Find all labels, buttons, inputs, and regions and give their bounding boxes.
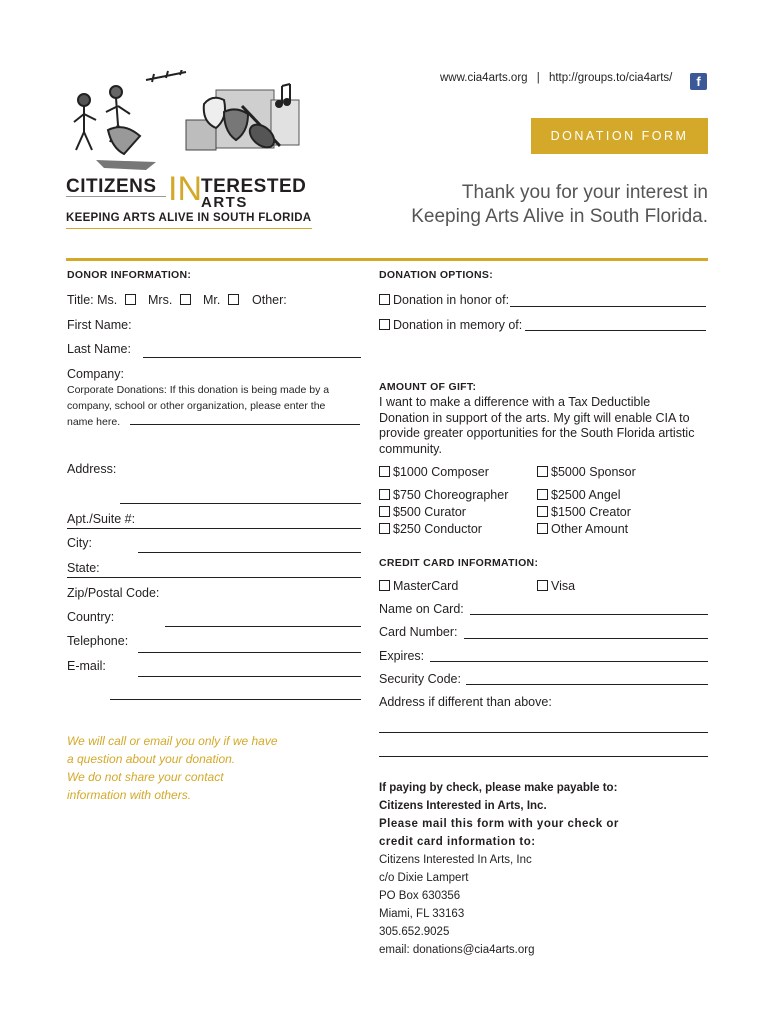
last-name-label: Last Name: — [67, 342, 131, 356]
logo-citizens: CITIZENS — [66, 176, 157, 197]
telephone-label: Telephone: — [67, 634, 129, 648]
website-link[interactable]: www.cia4arts.org — [440, 72, 528, 84]
facebook-glyph: f — [696, 74, 701, 89]
last-name-field[interactable] — [143, 357, 361, 358]
gift-checkbox-5000[interactable] — [537, 466, 548, 477]
gift-desc-4: community. — [379, 441, 442, 456]
title-row — [67, 293, 139, 307]
other-title-label: Other: — [252, 293, 287, 307]
state-field[interactable] — [67, 577, 361, 578]
gift-level-option[interactable] — [379, 505, 466, 519]
zip-label: Zip/Postal Code: — [67, 586, 160, 600]
privacy-line-4: information with others. — [67, 788, 192, 802]
country-field[interactable] — [165, 626, 361, 627]
gift-level-label: $1500 Creator — [551, 505, 631, 519]
gift-level-option[interactable] — [537, 505, 631, 519]
mail-phone: 305.652.9025 — [379, 926, 450, 938]
mr-row — [203, 293, 242, 307]
mail-address-1: Citizens Interested In Arts, Inc — [379, 854, 532, 866]
visa-checkbox[interactable] — [537, 580, 548, 591]
logo-terested: TERESTED — [201, 176, 307, 197]
gift-level-option[interactable] — [379, 488, 508, 502]
security-code-field[interactable] — [466, 684, 708, 685]
security-code-label: Security Code: — [379, 672, 461, 686]
gift-level-label: $500 Curator — [393, 505, 466, 519]
email-field-extra[interactable] — [110, 699, 361, 700]
gift-checkbox-other[interactable] — [537, 523, 548, 534]
address-diff-label: Address if different than above: — [379, 695, 552, 709]
thanks-line-2: Keeping Arts Alive in South Florida. — [411, 206, 708, 227]
credit-heading: CREDIT CARD INFORMATION: — [379, 557, 539, 569]
gift-desc-2: Donation in support of the arts. My gift will enable CIA to — [379, 410, 690, 425]
groups-link[interactable]: http://groups.to/cia4arts/ — [548, 72, 673, 84]
expires-label: Expires: — [379, 649, 425, 663]
privacy-line-2: a question about your donation. — [67, 752, 236, 766]
company-label: Company: — [67, 367, 124, 381]
gift-level-label: $2500 Angel — [551, 488, 621, 502]
corporate-note-1: Corporate Donations: If this donation is being made by a — [67, 384, 330, 396]
mail-address-4: Miami, FL 33163 — [379, 908, 465, 920]
email-field[interactable] — [138, 676, 361, 677]
facebook-icon[interactable] — [690, 73, 707, 90]
name-on-card-field[interactable] — [470, 614, 708, 615]
corporate-note-3: name here. — [67, 416, 121, 428]
address-diff-field-2[interactable] — [379, 756, 708, 757]
mrs-checkbox[interactable] — [180, 294, 191, 305]
apt-label: Apt./Suite #: — [67, 512, 136, 526]
privacy-note — [67, 732, 278, 804]
gift-description — [379, 395, 694, 457]
memory-checkbox[interactable] — [379, 319, 390, 330]
address-label: Address: — [67, 462, 117, 476]
gift-level-label: $5000 Sponsor — [551, 465, 636, 479]
mrs-row — [148, 293, 194, 307]
gift-checkbox-500[interactable] — [379, 506, 390, 517]
honor-label: Donation in honor of: — [393, 293, 510, 307]
card-number-field[interactable] — [464, 638, 708, 639]
check-line-4: credit card information to: — [379, 836, 536, 848]
state-label: State: — [67, 561, 100, 575]
donation-form-banner: DONATION FORM — [531, 118, 708, 154]
honor-row — [379, 293, 509, 307]
check-line-1: If paying by check, please make payable to: — [379, 782, 618, 794]
gift-desc-3: provide greater opportunities for the South Florida artistic — [379, 426, 695, 440]
gift-level-option[interactable] — [379, 522, 482, 536]
gift-level-label: $750 Choreographer — [393, 488, 509, 502]
mr-checkbox[interactable] — [228, 294, 239, 305]
gift-checkbox-1000[interactable] — [379, 466, 390, 477]
gift-level-option[interactable] — [537, 465, 636, 479]
gift-level-label: $1000 Composer — [393, 465, 489, 479]
honor-field[interactable] — [510, 306, 706, 307]
gift-checkbox-2500[interactable] — [537, 489, 548, 500]
thank-you-message — [411, 181, 708, 229]
first-name-label: First Name: — [67, 318, 132, 332]
gift-desc-1: I want to make a difference with a Tax Deductible — [379, 395, 651, 409]
gift-level-label: Other Amount — [551, 522, 629, 536]
section-divider — [66, 258, 708, 261]
expires-field[interactable] — [430, 661, 708, 662]
logo-in: IN — [168, 170, 202, 208]
company-field[interactable] — [130, 424, 360, 425]
mrs-label: Mrs. — [148, 293, 173, 307]
apt-field[interactable] — [67, 528, 361, 529]
mastercard-row — [379, 579, 458, 593]
visa-row — [537, 579, 575, 593]
gift-checkbox-1500[interactable] — [537, 506, 548, 517]
mastercard-label: MasterCard — [393, 579, 459, 593]
address-field[interactable] — [120, 503, 361, 504]
mail-email[interactable]: email: donations@cia4arts.org — [379, 944, 535, 956]
mr-label: Mr. — [203, 293, 221, 307]
name-on-card-label: Name on Card: — [379, 602, 464, 616]
mailing-instructions — [379, 779, 619, 959]
mail-address-2: c/o Dixie Lampert — [379, 872, 469, 884]
card-number-label: Card Number: — [379, 625, 458, 639]
donor-heading: DONOR INFORMATION: — [67, 269, 192, 281]
gift-level-label: $250 Conductor — [393, 522, 482, 536]
gift-level-option[interactable] — [537, 522, 628, 536]
header-links — [440, 72, 672, 84]
city-field[interactable] — [138, 552, 361, 553]
gift-level-option[interactable] — [537, 488, 621, 502]
logo-tagline: KEEPING ARTS ALIVE IN SOUTH FLORIDA — [66, 212, 312, 224]
corporate-note — [67, 382, 329, 430]
mail-address-3: PO Box 630356 — [379, 890, 461, 902]
memory-row — [379, 318, 522, 332]
gift-checkbox-250[interactable] — [379, 523, 390, 534]
title-label: Title: Ms. — [67, 293, 118, 307]
privacy-line-1: We will call or email you only if we have — [67, 734, 278, 748]
options-heading: DONATION OPTIONS: — [379, 269, 493, 281]
logo-arts: ARTS — [201, 194, 248, 211]
email-label: E-mail: — [67, 659, 106, 673]
visa-label: Visa — [551, 579, 576, 593]
logo-rule-left — [66, 196, 166, 197]
separator: | — [536, 72, 540, 84]
logo-rule-bottom — [66, 228, 312, 229]
gift-checkbox-750[interactable] — [379, 489, 390, 500]
gift-level-option[interactable] — [379, 465, 489, 479]
telephone-field[interactable] — [138, 652, 361, 653]
mastercard-checkbox[interactable] — [379, 580, 390, 591]
honor-checkbox[interactable] — [379, 294, 390, 305]
ms-checkbox[interactable] — [125, 294, 136, 305]
gift-heading: AMOUNT OF GIFT: — [379, 381, 477, 393]
address-diff-field-1[interactable] — [379, 732, 708, 733]
memory-field[interactable] — [525, 330, 706, 331]
arts-collage-illustration — [66, 70, 312, 172]
memory-label: Donation in memory of: — [393, 318, 523, 332]
logo-wordmark — [66, 177, 157, 196]
check-line-3: Please mail this form with your check or — [379, 818, 619, 830]
thanks-line-1: Thank you for your interest in — [461, 182, 708, 203]
corporate-note-2: company, school or other organization, please enter the — [67, 400, 326, 412]
check-line-2: Citizens Interested in Arts, Inc. — [379, 800, 547, 812]
privacy-line-3: We do not share your contact — [67, 770, 224, 784]
city-label: City: — [67, 536, 92, 550]
country-label: Country: — [67, 610, 115, 624]
